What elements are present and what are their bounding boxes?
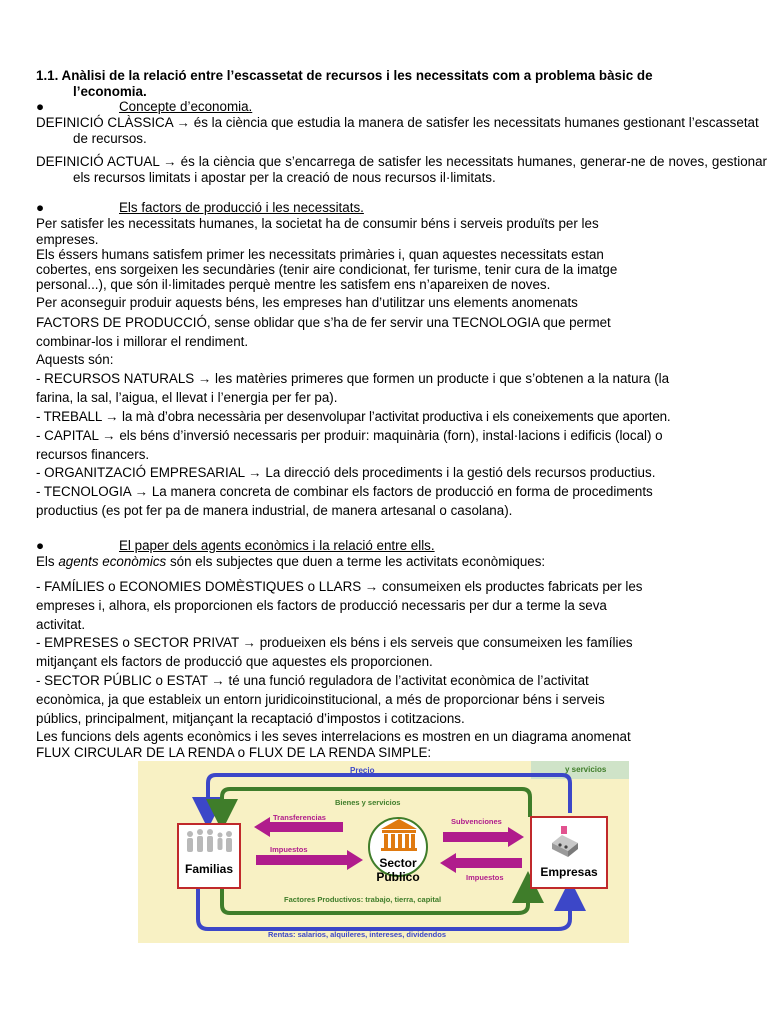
list-item: mitjançant els factors de producció que aquestes els proporcionen. bbox=[36, 654, 433, 669]
transferencias-label: Transferencias bbox=[273, 813, 326, 822]
paragraph-line: empreses. bbox=[36, 232, 99, 247]
subvenciones-arrow bbox=[443, 827, 524, 847]
y-servicios-label: y servicios bbox=[565, 765, 607, 774]
diagram-svg bbox=[138, 761, 629, 943]
familias-label: Familias bbox=[184, 862, 234, 876]
bienes-label: Bienes y servicios bbox=[335, 798, 401, 807]
circular-flow-diagram bbox=[138, 761, 629, 943]
paragraph-line: Per satisfer les necessitats humanes, la societat ha de consumir béns i serveis produïts per les bbox=[36, 216, 599, 231]
impuestos-right-label: Impuestos bbox=[466, 873, 504, 882]
list-item: - CAPITAL → els béns d’inversió necessaris per produir: maquinària (forn), instal·lacions i edificis (local) o bbox=[36, 428, 663, 443]
paragraph-line: Les funcions dels agents econòmics i les seves interrelacions es mostren en un diagrama anomenat bbox=[36, 729, 631, 744]
list-item: - ORGANITZACIÓ EMPRESARIAL → La direcció dels procediments i la gestió dels recursos productius. bbox=[36, 465, 656, 480]
bullet-icon: ● bbox=[36, 538, 45, 553]
precio-label: Precio bbox=[350, 766, 375, 775]
sector-label-line2: Público bbox=[376, 870, 420, 884]
rentas-flow-arrow bbox=[198, 887, 570, 929]
list-item: farina, la sal, l’aigua, el llevat i l’energia per fer pa). bbox=[36, 390, 338, 405]
section-title bbox=[36, 68, 730, 99]
list-item: - EMPRESES o SECTOR PRIVAT → produeixen els béns i els serveis que consumeixen les famílies bbox=[36, 635, 633, 650]
list-item: - TREBALL → la mà d’obra necessària per desenvolupar l’activitat productiva i els coneixements que aporten. bbox=[36, 409, 671, 424]
list-item: recursos financers. bbox=[36, 447, 150, 462]
precio-flow-arrow bbox=[208, 775, 570, 813]
heading-text: Concepte d’economia. bbox=[119, 99, 253, 114]
rentas-label: Rentas: salarios, alquileres, intereses, dividendos bbox=[268, 930, 446, 939]
paragraph-line: cobertes, ens sorgeixen les secundàries (tenir aire condicionat, fer turisme, tenir cura de la imatge bbox=[36, 262, 618, 277]
impuestos-right-arrow bbox=[440, 853, 522, 873]
subvenciones-label: Subvenciones bbox=[451, 817, 502, 826]
title-line: l’economia. bbox=[73, 83, 147, 99]
impuestos-left-label: Impuestos bbox=[270, 845, 308, 854]
heading-text: El paper dels agents econòmics i la relació entre ells. bbox=[119, 538, 435, 553]
bullet-icon: ● bbox=[36, 200, 45, 215]
paragraph-line: Per aconseguir produir aquests béns, les empreses han d’utilitzar uns elements anomenats bbox=[36, 295, 578, 310]
list-item: empreses i, alhora, els proporcionen els factors de producció necessaris per dur a terme la seva bbox=[36, 598, 607, 613]
heading-text: Els factors de producció i les necessitats. bbox=[119, 200, 364, 215]
definition-actual: DEFINICIÓ ACTUAL → és la ciència que s’encarrega de satisfer les necessitats humanes, generar-ne de noves, gestionar els recursos limitats i apostar per la creació de nous recursos il·limitats. bbox=[36, 154, 767, 185]
factores-label: Factores Productivos: trabajo, tierra, capital bbox=[284, 895, 442, 904]
list-item: productius (es pot fer pa de manera industrial, de manera artesanal o casolana). bbox=[36, 503, 513, 518]
list-item: econòmica, ja que estableix un entorn juridicoinstitucional, a més de proporcionar béns i serveis bbox=[36, 692, 605, 707]
list-item: públics, principalment, mitjançant la recaptació d’impostos i cotitzacions. bbox=[36, 711, 465, 726]
list-item: - RECURSOS NATURALS → les matèries primeres que formen un producte i que s’obtenen a la natura (la bbox=[36, 371, 670, 386]
bullet-icon: ● bbox=[36, 99, 45, 114]
paragraph-line: Aquests són: bbox=[36, 352, 114, 367]
list-item: - FAMÍLIES o ECONOMIES DOMÈSTIQUES o LLARS → consumeixen els productes fabricats per les bbox=[36, 579, 643, 594]
empresas-label: Empresas bbox=[540, 865, 598, 879]
paragraph-line: Els agents econòmics són els subjectes que duen a terme les activitats econòmiques: bbox=[36, 554, 546, 569]
paragraph-line: FLUX CIRCULAR DE LA RENDA o FLUX DE LA RENDA SIMPLE: bbox=[36, 745, 432, 760]
list-item: activitat. bbox=[36, 617, 86, 632]
list-item: - SECTOR PÚBLIC o ESTAT → té una funció reguladora de l’activitat econòmica de l’activitat bbox=[36, 673, 589, 688]
list-item: - TECNOLOGIA → La manera concreta de combinar els factors de producció en forma de procediments bbox=[36, 484, 653, 499]
title-line: 1.1. Anàlisi de la relació entre l’escassetat de recursos i les necessitats com a problema bàsic de bbox=[36, 68, 653, 83]
emphasis-agents: agents econòmics bbox=[58, 554, 167, 569]
paragraph-line: combinar-los i millorar el rendiment. bbox=[36, 334, 249, 349]
paragraph-line: Els éssers humans satisfem primer les necessitats primàries i, quan aquestes necessitats estan bbox=[36, 247, 604, 262]
sector-label-line1: Sector bbox=[379, 856, 417, 870]
definition-classica: DEFINICIÓ CLÀSSICA → és la ciència que estudia la manera de satisfer les necessitats humanes gestionant l’escassetat de recursos. bbox=[36, 115, 759, 146]
paragraph-line: personal...), que són il·limitades perquè mentre les satisfem ens n’apareixen de noves. bbox=[36, 277, 551, 292]
paragraph-line: FACTORS DE PRODUCCIÓ, sense oblidar que s’ha de fer servir una TECNOLOGIA que permet bbox=[36, 315, 611, 330]
